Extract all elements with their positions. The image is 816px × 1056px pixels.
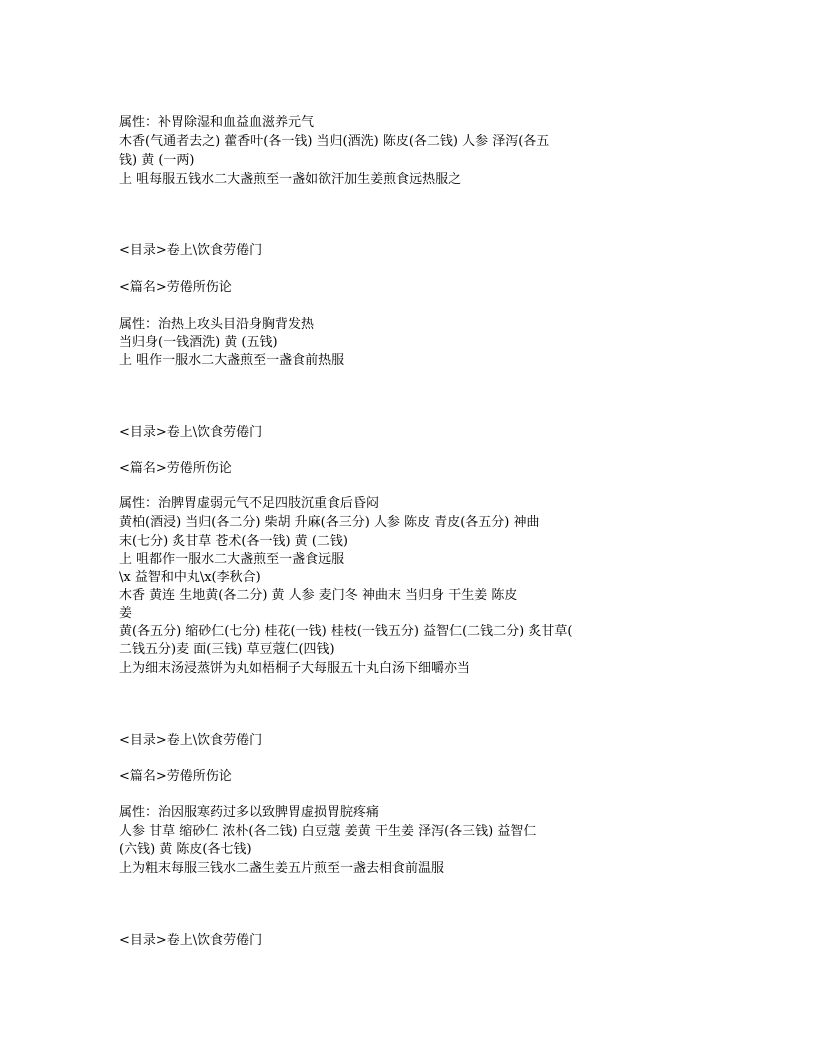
chapter-title: <篇名>劳倦所伤论 [119, 769, 232, 784]
ingredients-line: 木香(气通者去之) 藿香叶(各一钱) 当归(酒洗) 陈皮(各二钱) 人参 泽泻(各五 [119, 134, 550, 149]
ingredients-line: 人参 甘草 缩砂仁 浓朴(各二钱) 白豆蔻 姜黄 干生姜 泽泻(各三钱) 益智仁 [119, 824, 537, 839]
instructions-line: 上 咀都作一服水二大盏煎至一盏食远服 [119, 552, 345, 567]
ingredients-line: 木香 黄连 生地黄(各二分) 黄 人参 麦门冬 神曲末 当归身 干生姜 陈皮 [119, 588, 518, 603]
ingredients-line: 当归身(一钱酒洗) 黄 (五钱) [119, 335, 278, 350]
ingredients-line: 钱) 黄 (一两) [119, 153, 195, 168]
ingredients-line: 黄柏(酒浸) 当归(各二分) 柴胡 升麻(各三分) 人参 陈皮 青皮(各五分) 神曲 [119, 515, 540, 530]
ingredients-line: 姜 [119, 606, 133, 621]
chapter-title: <篇名>劳倦所伤论 [119, 280, 232, 295]
ingredients-line: 末(七分) 炙甘草 苍术(各一钱) 黄 (二钱) [119, 534, 348, 549]
ingredients-line: 二钱五分)麦 面(三钱) 草豆蔻仁(四钱) [119, 642, 335, 657]
instructions-line: 上 咀每服五钱水二大盏煎至一盏如欲汗加生姜煎食远热服之 [119, 172, 462, 187]
instructions-line: 上 咀作一服水二大盏煎至一盏食前热服 [119, 353, 345, 368]
catalog-heading: <目录>卷上\饮食劳倦门 [119, 933, 263, 948]
catalog-heading: <目录>卷上\饮食劳倦门 [119, 243, 263, 258]
property-line: 属性：治热上攻头目沿身胸背发热 [119, 317, 315, 332]
instructions-line: 上为粗末每服三钱水二盏生姜五片煎至一盏去相食前温服 [119, 861, 445, 876]
property-line: 属性：治因服寒药过多以致脾胃虚损胃脘疼痛 [119, 805, 380, 820]
instructions-line: 上为细末汤浸蒸饼为丸如梧桐子大每服五十丸白汤下细嚼亦当 [119, 661, 471, 676]
property-line: 属性：治脾胃虚弱元气不足四肢沉重食后昏闷 [119, 496, 380, 511]
chapter-title: <篇名>劳倦所伤论 [119, 461, 232, 476]
property-line: 属性：补胃除湿和血益血滋养元气 [119, 115, 315, 130]
ingredients-line: 黄(各五分) 缩砂仁(七分) 桂花(一钱) 桂枝(一钱五分) 益智仁(二钱二分) 炙甘草( [119, 624, 573, 639]
ingredients-line: (六钱) 黄 陈皮(各七钱) [119, 842, 252, 857]
catalog-heading: <目录>卷上\饮食劳倦门 [119, 425, 263, 440]
catalog-heading: <目录>卷上\饮食劳倦门 [119, 733, 263, 748]
formula-name: \x 益智和中丸\x(李秋合) [119, 570, 261, 585]
